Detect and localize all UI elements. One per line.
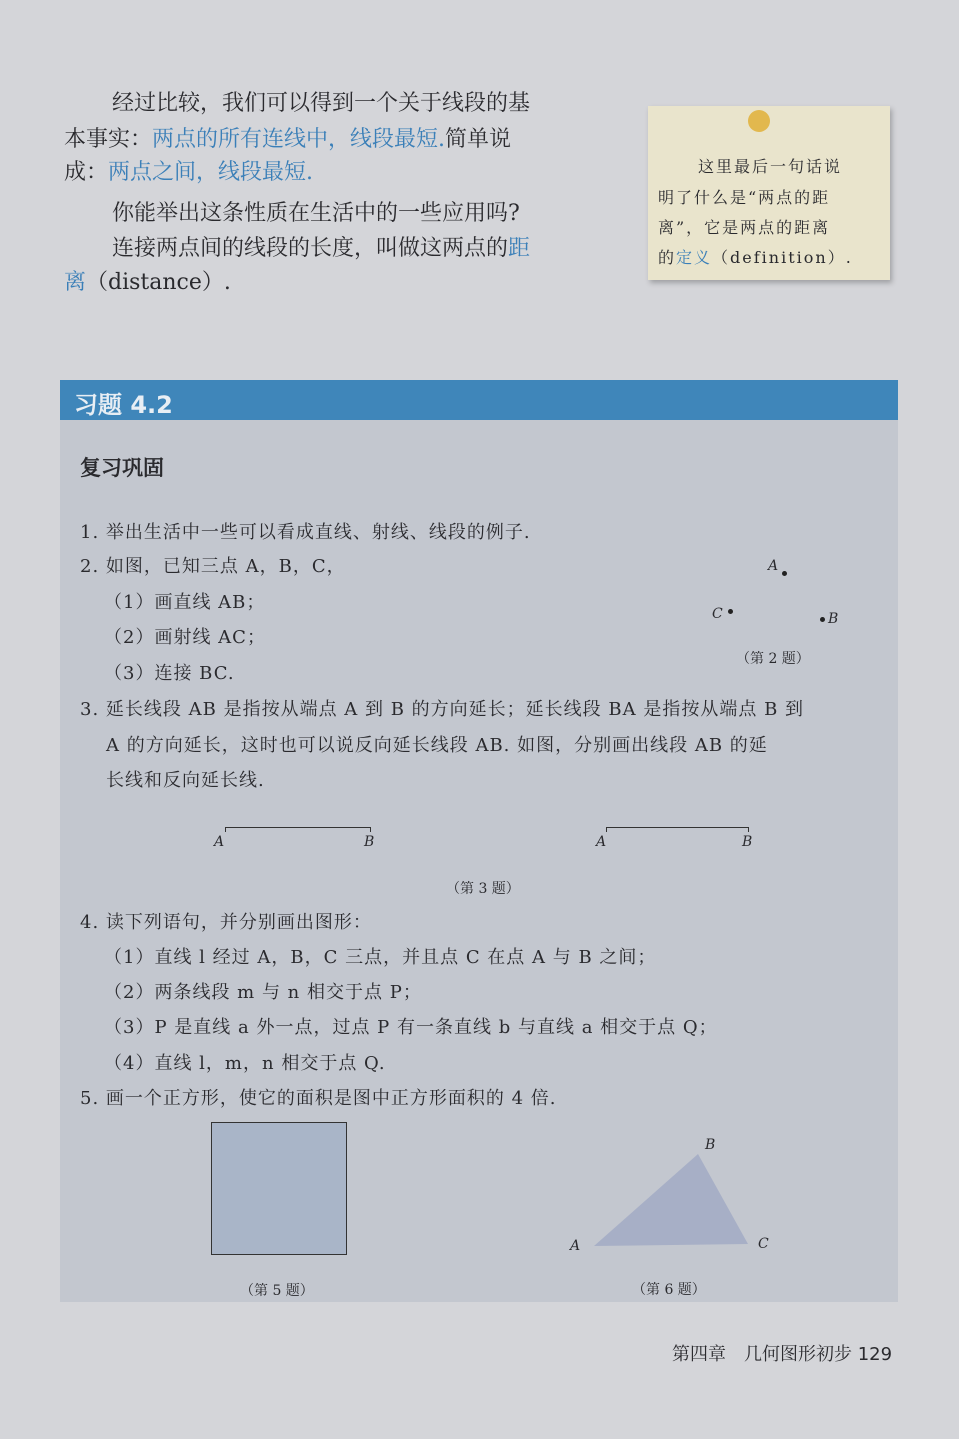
question: 4. 读下列语句，并分别画出图形： (80, 912, 372, 933)
question-part: （2）两条线段 m 与 n 相交于点 P； (104, 982, 422, 1003)
note-line (658, 245, 853, 268)
label-a: A (570, 1238, 581, 1254)
label-b: B (828, 611, 839, 627)
question: 2. 如图，已知三点 A，B，C， (80, 556, 346, 577)
point-c (728, 609, 733, 614)
pin-icon (748, 110, 770, 132)
page-footer (672, 1340, 892, 1366)
text: 的 (658, 248, 677, 267)
page-number: 129 (857, 1344, 893, 1365)
paragraph-line (64, 155, 313, 186)
question-line: A 的方向延长，这时也可以说反向延长线段 AB. 如图，分别画出线段 AB 的延 (106, 735, 768, 756)
highlight-text: 两点的所有连线中，线段最短. (152, 127, 446, 152)
label-b: B (705, 1137, 716, 1153)
figure-5-square (211, 1122, 347, 1255)
figure-caption: （第 6 题） (632, 1282, 706, 1298)
highlight-text: 两点之间，线段最短. (108, 160, 314, 185)
label-a: A (596, 834, 607, 850)
paragraph-line: 你能举出这条性质在生活中的一些应用吗? (112, 201, 520, 226)
label-a: A (214, 834, 225, 850)
text: 本事实： (64, 127, 153, 152)
note-line: 明了什么是“两点的距 (658, 188, 831, 207)
text: （definition）. (712, 248, 853, 267)
figure-caption: （第 5 题） (240, 1283, 314, 1299)
note-line: 这里最后一句话说 (698, 157, 843, 176)
question-part: （3）P 是直线 a 外一点，过点 P 有一条直线 b 与直线 a 相交于点 Q； (104, 1017, 718, 1038)
question-part: （2）画射线 AC； (104, 627, 266, 648)
question: 1. 举出生活中一些可以看成直线、射线、线段的例子. (80, 522, 531, 543)
text: 连接两点间的线段的长度，叫做这两点的 (112, 236, 509, 261)
point-a (782, 571, 787, 576)
point-b (820, 617, 825, 622)
question-part: （1）画直线 AB； (104, 592, 266, 613)
paragraph-line (64, 122, 511, 153)
term: 定义 (676, 248, 713, 267)
paragraph-line (112, 231, 530, 262)
paragraph-line: 经过比较，我们可以得到一个关于线段的基 (112, 91, 531, 116)
exercise-title: 习题 4.2 (74, 391, 173, 419)
exercise-header (60, 380, 898, 420)
exercise-box (60, 380, 898, 1302)
question: 5. 画一个正方形，使它的面积是图中正方形面积的 4 倍. (80, 1088, 557, 1109)
sticky-note (648, 106, 890, 280)
note-line: 离”，它是两点的距离 (658, 218, 831, 237)
label-c: C (758, 1236, 769, 1252)
text: 简单说 (445, 127, 512, 152)
chapter-title: 第四章 几何图形初步 (672, 1344, 852, 1365)
term: 离 (64, 270, 87, 295)
figure-6-triangle (580, 1140, 760, 1250)
text: 成： (64, 160, 109, 185)
figure-caption: （第 2 题） (736, 651, 810, 667)
question-line: 长线和反向延长线. (106, 770, 265, 791)
label-c: C (712, 606, 723, 622)
term: 距 (508, 236, 531, 261)
segment-ab-right (606, 827, 749, 832)
question-part: （3）连接 BC. (104, 663, 235, 684)
section-heading: 复习巩固 (80, 456, 164, 480)
label-b: B (742, 834, 753, 850)
label-b: B (364, 834, 375, 850)
paragraph-line (64, 265, 231, 296)
label-a: A (768, 558, 779, 574)
segment-ab-left (225, 827, 371, 832)
text: （distance）. (86, 270, 231, 295)
question: 3. 延长线段 AB 是指按从端点 A 到 B 的方向延长；延长线段 BA 是指按从端点 B 到 (80, 699, 805, 720)
figure-caption: （第 3 题） (446, 881, 520, 897)
question-part: （1）直线 l 经过 A，B，C 三点，并且点 C 在点 A 与 B 之间； (104, 947, 657, 968)
question-part: （4）直线 l，m，n 相交于点 Q. (104, 1053, 386, 1074)
